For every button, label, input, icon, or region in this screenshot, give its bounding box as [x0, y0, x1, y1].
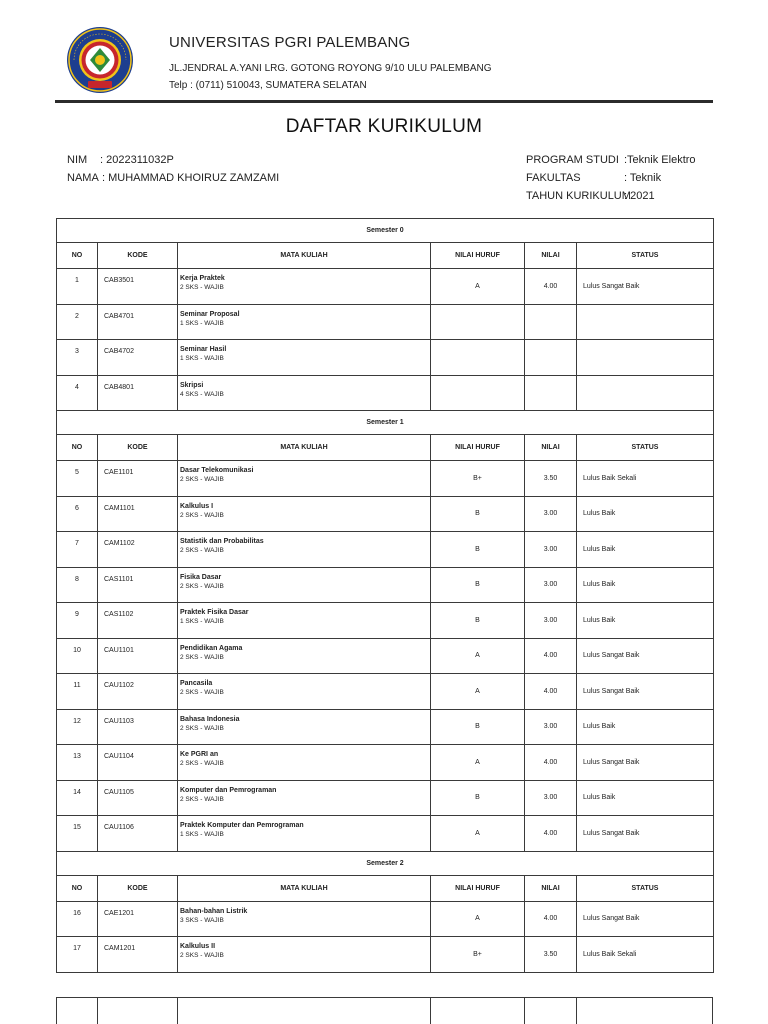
- course-code: CAS1101: [98, 567, 178, 603]
- course-status: Lulus Baik: [577, 532, 714, 568]
- next-table-fragment: [56, 997, 713, 1024]
- course-cell: [178, 709, 431, 745]
- semester-row: [57, 851, 714, 875]
- course-name: Ke PGRI an: [180, 751, 219, 758]
- semester-label: Semester 2: [57, 851, 714, 875]
- col-status-header: STATUS: [577, 435, 714, 461]
- course-code: CAB4702: [98, 340, 178, 376]
- table-row: [57, 937, 714, 973]
- col-nilai-header: NILAI: [525, 435, 577, 461]
- table-row: [57, 745, 714, 781]
- course-no: 11: [57, 674, 98, 710]
- table-row: [57, 496, 714, 532]
- course-sks: 4 SKS - WAJIB: [180, 390, 224, 398]
- course-cell: [178, 674, 431, 710]
- course-cell: [178, 269, 431, 305]
- course-name: Pendidikan Agama: [180, 644, 243, 652]
- course-no: 16: [57, 901, 98, 937]
- col-no-header: NO: [57, 875, 98, 901]
- course-sks: 1 SKS - WAJIB: [180, 319, 224, 327]
- table-row: [57, 709, 714, 745]
- course-no: 15: [57, 816, 98, 852]
- course-name: Bahasa Indonesia: [180, 715, 240, 723]
- course-status: Lulus Baik: [577, 709, 714, 745]
- course-status: Lulus Sangat Baik: [577, 901, 714, 937]
- col-nilai-huruf-header: NILAI HURUF: [431, 243, 525, 269]
- course-grade-value: [525, 304, 577, 340]
- table-row: [57, 269, 714, 305]
- course-grade-value: 3.00: [525, 709, 577, 745]
- course-grade-letter: A: [431, 638, 525, 674]
- table-row: [57, 567, 714, 603]
- course-status: Lulus Sangat Baik: [577, 816, 714, 852]
- course-cell: [178, 304, 431, 340]
- course-grade-letter: A: [431, 674, 525, 710]
- course-code: CAE1201: [98, 901, 178, 937]
- course-grade-letter: [431, 375, 525, 411]
- tahun-kurikulum-label: TAHUN KURIKULUM: [526, 190, 631, 202]
- course-no: 6: [57, 496, 98, 532]
- course-sks: 2 SKS - WAJIB: [180, 760, 224, 767]
- col-status-header: STATUS: [577, 243, 714, 269]
- table-row: [57, 304, 714, 340]
- course-no: 17: [57, 937, 98, 973]
- course-grade-letter: B: [431, 532, 525, 568]
- course-grade-value: 4.00: [525, 816, 577, 852]
- course-cell: [178, 638, 431, 674]
- course-grade-letter: B: [431, 567, 525, 603]
- course-code: CAM1101: [98, 496, 178, 532]
- course-status: Lulus Sangat Baik: [577, 745, 714, 781]
- course-no: 8: [57, 567, 98, 603]
- course-name: Bahan-bahan Listrik: [180, 907, 248, 915]
- course-sks: 2 SKS - WAJIB: [180, 476, 224, 483]
- table-row: [57, 674, 714, 710]
- course-status: Lulus Baik: [577, 603, 714, 639]
- course-status: Lulus Baik: [577, 567, 714, 603]
- col-no-header: NO: [57, 243, 98, 269]
- course-cell: [178, 340, 431, 376]
- col-nilai-huruf-header: NILAI HURUF: [431, 435, 525, 461]
- table-row: [57, 603, 714, 639]
- table-row: [57, 532, 714, 568]
- course-sks: 1 SKS - WAJIB: [180, 618, 224, 625]
- course-code: CAS1102: [98, 603, 178, 639]
- course-sks: 2 SKS - WAJIB: [180, 952, 224, 959]
- table-row: [57, 461, 714, 497]
- course-status: Lulus Sangat Baik: [577, 638, 714, 674]
- course-name: Seminar Hasil: [180, 346, 227, 353]
- course-no: 14: [57, 780, 98, 816]
- header-divider: [55, 100, 713, 103]
- table-row: [57, 340, 714, 376]
- course-name: Kerja Praktek: [180, 275, 225, 282]
- semester-row: [57, 411, 714, 435]
- course-cell: [178, 461, 431, 497]
- course-sks: 1 SKS - WAJIB: [180, 831, 224, 838]
- university-telp: Telp : (0711) 510043, SUMATERA SELATAN: [169, 80, 367, 91]
- course-name: Seminar Proposal: [180, 310, 240, 318]
- course-sks: 2 SKS - WAJIB: [180, 653, 224, 661]
- col-status-header: STATUS: [577, 875, 714, 901]
- course-name: Dasar Telekomunikasi: [180, 467, 254, 474]
- course-grade-value: 3.50: [525, 461, 577, 497]
- course-status: [577, 340, 714, 376]
- course-cell: [178, 901, 431, 937]
- nama-value: : MUHAMMAD KHOIRUZ ZAMZAMI: [102, 172, 280, 184]
- course-grade-value: [525, 375, 577, 411]
- course-sks: 2 SKS - WAJIB: [180, 689, 224, 696]
- col-mata-kuliah-header: MATA KULIAH: [178, 243, 431, 269]
- col-no-header: NO: [57, 435, 98, 461]
- course-status: [577, 375, 714, 411]
- course-grade-value: 3.00: [525, 532, 577, 568]
- course-cell: [178, 745, 431, 781]
- course-grade-letter: A: [431, 816, 525, 852]
- course-grade-letter: A: [431, 901, 525, 937]
- course-name: Fisika Dasar: [180, 573, 222, 581]
- prodi-value: :Teknik Elektro: [624, 154, 696, 166]
- course-status: Lulus Sangat Baik: [577, 674, 714, 710]
- course-sks: 2 SKS - WAJIB: [180, 795, 224, 803]
- prodi-label: PROGRAM STUDI: [526, 154, 619, 166]
- course-grade-value: [525, 340, 577, 376]
- course-name: Praktek Komputer dan Pemrograman: [180, 822, 304, 829]
- course-sks: 2 SKS - WAJIB: [180, 284, 224, 291]
- course-no: 10: [57, 638, 98, 674]
- course-grade-value: 3.50: [525, 937, 577, 973]
- course-no: 5: [57, 461, 98, 497]
- course-no: 13: [57, 745, 98, 781]
- course-status: Lulus Sangat Baik: [577, 269, 714, 305]
- page-title: DAFTAR KURIKULUM: [285, 116, 483, 137]
- course-no: 1: [57, 269, 98, 305]
- curriculum-table: [56, 218, 714, 973]
- course-grade-value: 4.00: [525, 901, 577, 937]
- course-grade-value: 4.00: [525, 269, 577, 305]
- course-code: CAU1104: [98, 745, 178, 781]
- col-nilai-huruf-header: NILAI HURUF: [431, 875, 525, 901]
- course-cell: [178, 567, 431, 603]
- course-code: CAU1105: [98, 780, 178, 816]
- course-code: CAB4801: [98, 375, 178, 411]
- course-code: CAU1101: [98, 638, 178, 674]
- university-address: JL.JENDRAL A.YANI LRG. GOTONG ROYONG 9/10 ULU PALEMBANG: [169, 63, 492, 74]
- col-kode-header: KODE: [98, 435, 178, 461]
- nim-value: : 2022311032P: [100, 154, 174, 166]
- course-name: Pancasila: [180, 680, 213, 687]
- course-code: CAB4701: [98, 304, 178, 340]
- course-grade-value: 3.00: [525, 780, 577, 816]
- course-cell: [178, 937, 431, 973]
- university-logo: [66, 26, 134, 94]
- course-sks: 2 SKS - WAJIB: [180, 724, 224, 732]
- course-grade-value: 4.00: [525, 745, 577, 781]
- course-status: Lulus Baik: [577, 780, 714, 816]
- col-kode-header: KODE: [98, 875, 178, 901]
- table-row: [57, 816, 714, 852]
- course-no: 9: [57, 603, 98, 639]
- course-no: 4: [57, 375, 98, 411]
- course-grade-value: 3.00: [525, 567, 577, 603]
- semester-label: Semester 0: [57, 219, 714, 243]
- column-header-row: [57, 875, 714, 901]
- course-code: CAB3501: [98, 269, 178, 305]
- course-cell: [178, 603, 431, 639]
- fakultas-value: : Teknik: [624, 172, 662, 184]
- course-code: CAM1201: [98, 937, 178, 973]
- course-status: Lulus Baik Sekali: [577, 461, 714, 497]
- course-grade-letter: B: [431, 780, 525, 816]
- course-sks: 2 SKS - WAJIB: [180, 547, 224, 554]
- col-nilai-header: NILAI: [525, 243, 577, 269]
- course-grade-letter: A: [431, 269, 525, 305]
- course-grade-letter: B+: [431, 937, 525, 973]
- course-cell: [178, 816, 431, 852]
- course-sks: 3 SKS - WAJIB: [180, 916, 224, 924]
- course-code: CAU1106: [98, 816, 178, 852]
- fakultas-label: FAKULTAS: [526, 172, 581, 184]
- course-grade-letter: A: [431, 745, 525, 781]
- course-grade-value: 4.00: [525, 674, 577, 710]
- course-grade-letter: B: [431, 496, 525, 532]
- course-grade-value: 3.00: [525, 496, 577, 532]
- course-cell: [178, 375, 431, 411]
- course-no: 3: [57, 340, 98, 376]
- course-code: CAU1102: [98, 674, 178, 710]
- course-cell: [178, 496, 431, 532]
- course-sks: 2 SKS - WAJIB: [180, 511, 224, 519]
- course-grade-value: 3.00: [525, 603, 577, 639]
- course-cell: [178, 780, 431, 816]
- course-status: [577, 304, 714, 340]
- course-sks: 1 SKS - WAJIB: [180, 355, 224, 362]
- course-cell: [178, 532, 431, 568]
- course-code: CAM1102: [98, 532, 178, 568]
- course-no: 2: [57, 304, 98, 340]
- course-status: Lulus Baik: [577, 496, 714, 532]
- course-grade-letter: [431, 304, 525, 340]
- table-row: [57, 375, 714, 411]
- col-kode-header: KODE: [98, 243, 178, 269]
- table-row: [57, 901, 714, 937]
- university-name: UNIVERSITAS PGRI PALEMBANG: [169, 34, 411, 51]
- course-code: CAE1101: [98, 461, 178, 497]
- column-header-row: [57, 435, 714, 461]
- course-grade-letter: [431, 340, 525, 376]
- table-row: [57, 780, 714, 816]
- tahun-kurikulum-value: : 2021: [624, 190, 655, 202]
- course-name: Kalkulus I: [180, 502, 214, 510]
- course-code: CAU1103: [98, 709, 178, 745]
- nama-label: NAMA: [67, 172, 99, 184]
- semester-label: Semester 1: [57, 411, 714, 435]
- course-status: Lulus Baik Sekali: [577, 937, 714, 973]
- course-name: Kalkulus II: [180, 943, 216, 950]
- course-grade-letter: B: [431, 603, 525, 639]
- course-grade-letter: B: [431, 709, 525, 745]
- col-nilai-header: NILAI: [525, 875, 577, 901]
- course-no: 7: [57, 532, 98, 568]
- col-mata-kuliah-header: MATA KULIAH: [178, 435, 431, 461]
- course-name: Komputer dan Pemrograman: [180, 786, 277, 794]
- course-name: Praktek Fisika Dasar: [180, 609, 249, 616]
- course-grade-value: 4.00: [525, 638, 577, 674]
- col-mata-kuliah-header: MATA KULIAH: [178, 875, 431, 901]
- course-name: Skripsi: [180, 381, 204, 389]
- table-row: [57, 638, 714, 674]
- course-no: 12: [57, 709, 98, 745]
- course-grade-letter: B+: [431, 461, 525, 497]
- course-sks: 2 SKS - WAJIB: [180, 582, 224, 590]
- nim-label: NIM: [67, 154, 88, 166]
- semester-row: [57, 219, 714, 243]
- course-name: Statistik dan Probabilitas: [180, 538, 264, 545]
- column-header-row: [57, 243, 714, 269]
